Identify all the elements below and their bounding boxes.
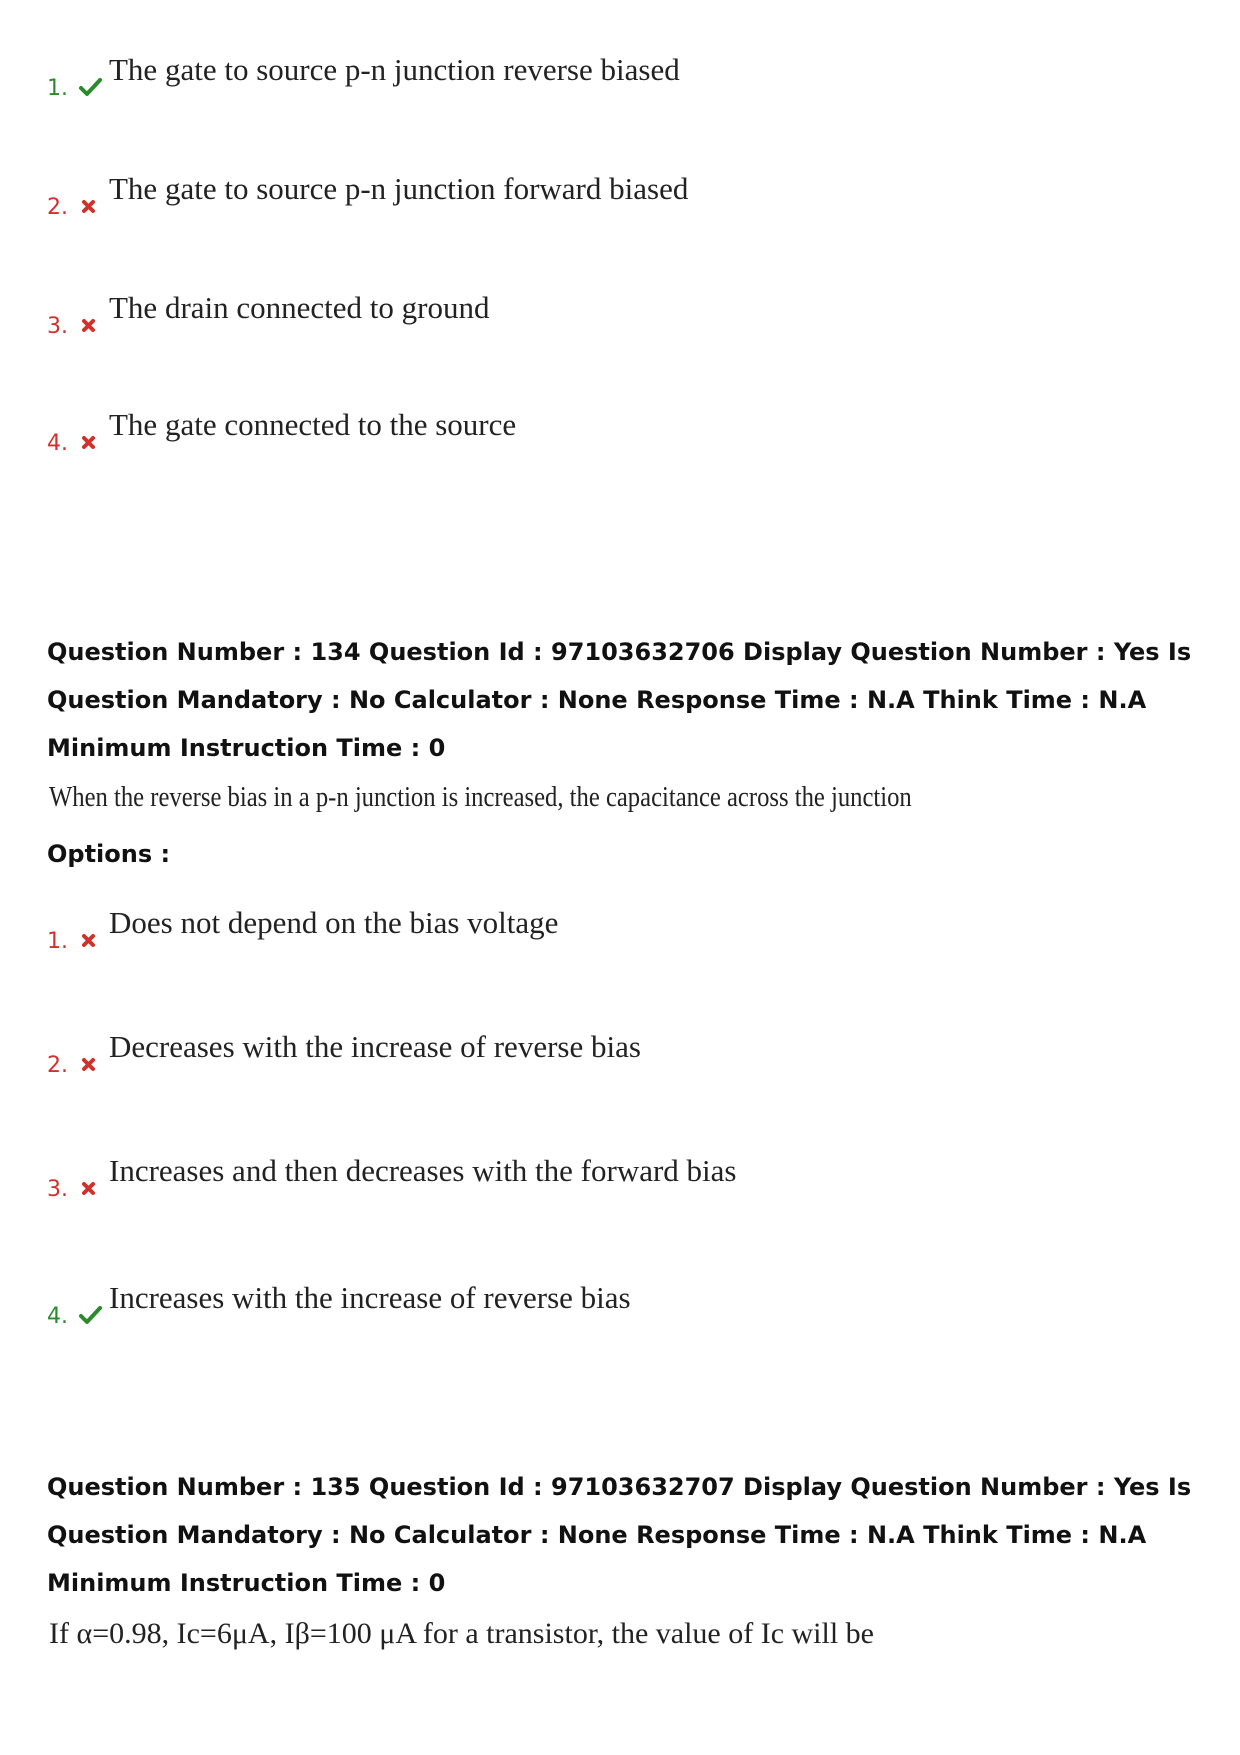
option-number: 4.	[47, 1304, 68, 1329]
option-number: 1.	[47, 76, 68, 101]
option-text: Increases and then decreases with the forward bias	[109, 1153, 737, 1188]
option-text: The gate to source p-n junction forward biased	[109, 171, 689, 206]
option-number: 3.	[47, 1177, 68, 1202]
cross-icon	[77, 1051, 107, 1077]
cross-icon	[77, 429, 107, 455]
question-134-text: When the reverse bias in a p-n junction is increased, the capacitance across the junction	[49, 782, 912, 813]
question-135-meta: Question Number : 135 Question Id : 97103632707 Display Question Number : Yes Is Question Mandatory : No Calculator : None Response Time : N.A Think Time : N.A Minimum Instruction Time : 0	[47, 1473, 1192, 1597]
check-icon	[77, 1302, 107, 1328]
cross-icon	[77, 1175, 107, 1201]
q134-option-4	[47, 1272, 631, 1332]
q133-option-2	[47, 163, 688, 223]
q134-option-2	[47, 1021, 641, 1081]
option-text: Increases with the increase of reverse bias	[109, 1280, 631, 1315]
q134-option-1	[47, 897, 558, 957]
cross-icon	[77, 927, 107, 953]
question-135-text: If α=0.98, Ic=6μA, Iβ=100 μA for a transistor, the value of Ic will be	[49, 1617, 874, 1650]
option-number: 1.	[47, 929, 68, 954]
options-label: Options :	[47, 840, 171, 868]
option-number: 2.	[47, 195, 68, 220]
cross-icon	[77, 312, 107, 338]
option-text: The gate to source p-n junction reverse biased	[109, 52, 680, 87]
q133-option-1	[47, 44, 680, 104]
q134-option-3	[47, 1145, 736, 1205]
q133-option-4	[47, 399, 516, 459]
q133-option-3	[47, 282, 489, 342]
cross-icon	[77, 193, 107, 219]
option-text: Decreases with the increase of reverse bias	[109, 1029, 641, 1064]
question-134-meta: Question Number : 134 Question Id : 97103632706 Display Question Number : Yes Is Question Mandatory : No Calculator : None Response Time : N.A Think Time : N.A Minimum Instruction Time : 0	[47, 638, 1192, 762]
option-text: Does not depend on the bias voltage	[109, 905, 559, 940]
option-text: The drain connected to ground	[109, 290, 490, 325]
check-icon	[77, 74, 107, 100]
option-number: 3.	[47, 314, 68, 339]
option-number: 4.	[47, 431, 68, 456]
option-text: The gate connected to the source	[109, 407, 517, 442]
option-number: 2.	[47, 1053, 68, 1078]
